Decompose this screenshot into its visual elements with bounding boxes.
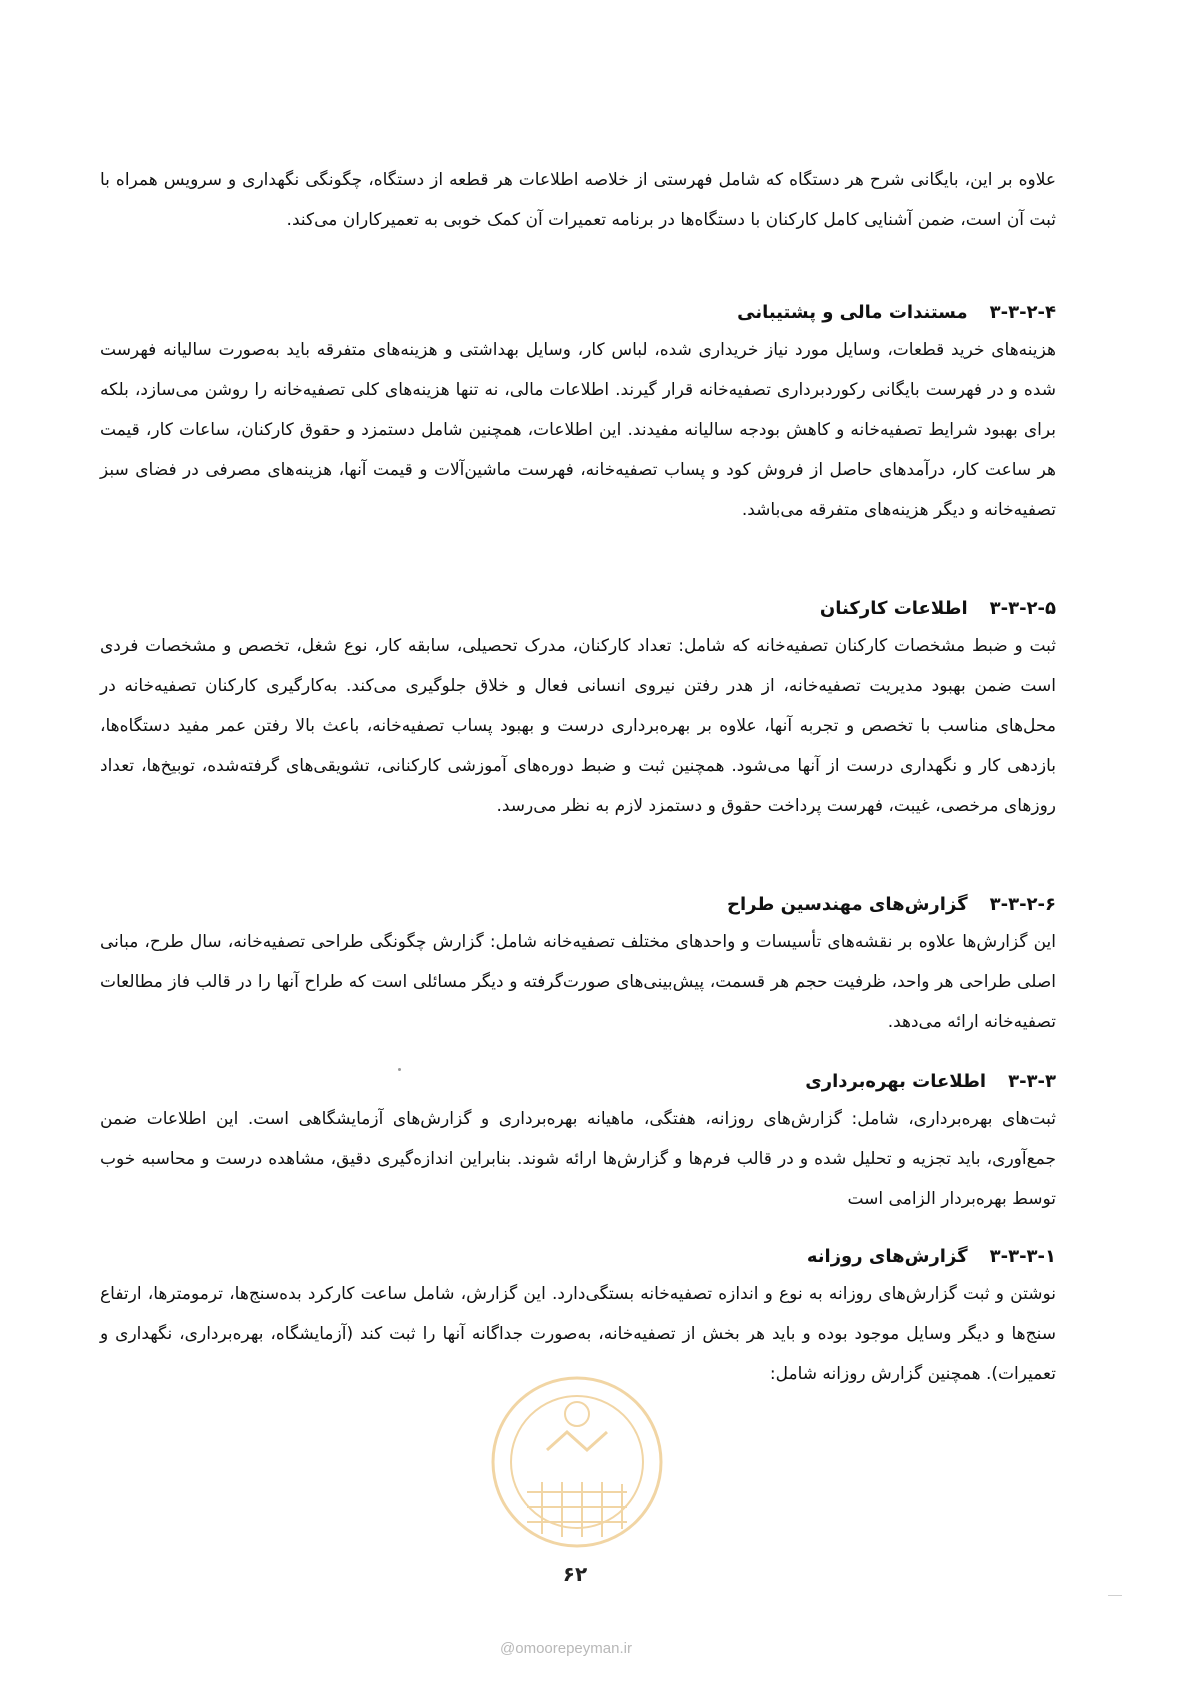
website-watermark: @omoorepeyman.ir bbox=[500, 1640, 632, 1657]
website-text: omoorepeyman.ir bbox=[515, 1640, 632, 1657]
section-heading bbox=[100, 1240, 1056, 1274]
scan-speck bbox=[398, 1068, 401, 1071]
page-number: ۶۲ bbox=[562, 1562, 588, 1586]
section-title: اطلاعات کارکنان bbox=[819, 598, 968, 619]
section-number: ۳-۳-۲-۶ bbox=[989, 894, 1056, 915]
section-5 bbox=[100, 592, 1056, 826]
section-number: ۳-۳-۲-۵ bbox=[989, 598, 1056, 619]
section-body: این گزارش‌ها علاوه بر نقشه‌های تأسیسات و واحدهای مختلف تصفیه‌خانه شامل: گزارش چگونگی طراحی تصفیه‌خانه، سال طرح، مبانی اصلی طراحی هر واحد، ظرفیت حجم هر قسمت، پیش‌بینی‌های صورت‌گرفته و دیگر مسائلی است که طراح آنها را در قالب فاز مطالعات تصفیه‌خانه ارائه می‌دهد. bbox=[100, 932, 1056, 1032]
section-number: ۳-۳-۳ bbox=[1008, 1071, 1056, 1092]
section-heading bbox=[100, 296, 1056, 330]
section-number: ۳-۳-۳-۱ bbox=[989, 1246, 1056, 1267]
section-body: هزینه‌های خرید قطعات، وسایل مورد نیاز خریداری شده، لباس کار، وسایل بهداشتی و هزینه‌های متفرقه باید به‌صورت سالیانه فهرست شده و در فهرست بایگانی رکوردبرداری تصفیه‌خانه قرار گیرند. اطلاعات مالی، نه تنها هزینه‌های کلی تصفیه‌خانه را روشن می‌سازد، بلکه برای بهبود شرایط تصفیه‌خانه و کاهش بودجه سالیانه مفیدند. این اطلاعات، همچنین شامل دستمزد و حقوق کارکنان، ساعات کار، قیمت هر ساعت کار، درآمدهای حاصل از فروش کود و پساب تصفیه‌خانه، فهرست ماشین‌آلات و قیمت آنها، هزینه‌های مصرفی در فضای سبز تصفیه‌خانه و دیگر هزینه‌های متفرقه می‌باشد. bbox=[100, 340, 1056, 520]
section-number: ۳-۳-۲-۴ bbox=[989, 302, 1056, 323]
section-title: مستندات مالی و پشتیبانی bbox=[737, 302, 968, 323]
section-title: اطلاعات بهره‌برداری bbox=[805, 1071, 987, 1092]
section-title: گزارش‌های مهندسین طراح bbox=[727, 894, 968, 915]
section-6 bbox=[100, 888, 1056, 1042]
intro-block bbox=[100, 160, 1056, 240]
section-daily-reports bbox=[100, 1240, 1056, 1394]
section-4 bbox=[100, 296, 1056, 530]
section-heading bbox=[100, 1065, 1056, 1099]
section-body: نوشتن و ثبت گزارش‌های روزانه به نوع و اندازه تصفیه‌خانه بستگی‌دارد. این گزارش، شامل ساعت کارکرد بده‌سنج‌ها، ترمومترها، ارتفاع سنج‌ها و دیگر وسایل موجود بوده و باید هر بخش از تصفیه‌خانه، به‌صورت جداگانه آنها را ثبت کند (آزمایشگاه، بهره‌برداری، نگهداری و تعمیرات). همچنین گزارش روزانه شامل: bbox=[100, 1284, 1056, 1384]
section-heading bbox=[100, 592, 1056, 626]
section-body: ثبت و ضبط مشخصات کارکنان تصفیه‌خانه که شامل: تعداد کارکنان، مدرک تحصیلی، سابقه کار، نوع شغل، تخصص و مشخصات فردی است ضمن بهبود مدیریت تصفیه‌خانه، از هدر رفتن نیروی انسانی فعال و خلاق جلوگیری می‌کند. به‌کارگیری کارکنان تصفیه‌خانه در محل‌های مناسب با تخصص و تجربه آنها، علاوه بر بهره‌برداری درست و بهبود پساب تصفیه‌خانه، باعث بالا رفتن عمر مفید دستگاه‌ها، بازدهی کار و نگهداری درست از آنها می‌شود. همچنین ثبت و ضبط دوره‌های آموزشی کارکنانی، تشویقی‌های گرفته‌شده، توبیخ‌ها، تعداد روزهای مرخصی، غیبت، فهرست پرداخت حقوق و دستمزد لازم به نظر می‌رسد. bbox=[100, 636, 1056, 816]
section-title: گزارش‌های روزانه bbox=[806, 1246, 968, 1267]
section-body: ثبت‌های بهره‌برداری، شامل: گزارش‌های روزانه، هفتگی، ماهیانه بهره‌برداری و گزارش‌های آزمایشگاهی است. این اطلاعات ضمن جمع‌آوری، باید تجزیه و تحلیل شده و در قالب فرم‌ها و گزارش‌ها ارائه شوند. بنابراین اندازه‌گیری دقیق، مشاهده درست و محاسبه خوب توسط بهره‌بردار الزامی است bbox=[100, 1109, 1056, 1209]
margin-mark bbox=[1108, 1595, 1122, 1596]
seal-emblem-icon bbox=[487, 1372, 667, 1552]
intro-paragraph: علاوه بر این، بایگانی شرح هر دستگاه که شامل فهرستی از خلاصه اطلاعات هر قطعه از دستگاه، چگونگی نگهداری و سرویس همراه با ثبت آن است، ضمن آشنایی کامل کارکنان با دستگاه‌ها در برنامه تعمیرات آن کمک خوبی به تعمیرکاران می‌کند. bbox=[100, 170, 1056, 230]
section-heading bbox=[100, 888, 1056, 922]
section-operation bbox=[100, 1065, 1056, 1219]
